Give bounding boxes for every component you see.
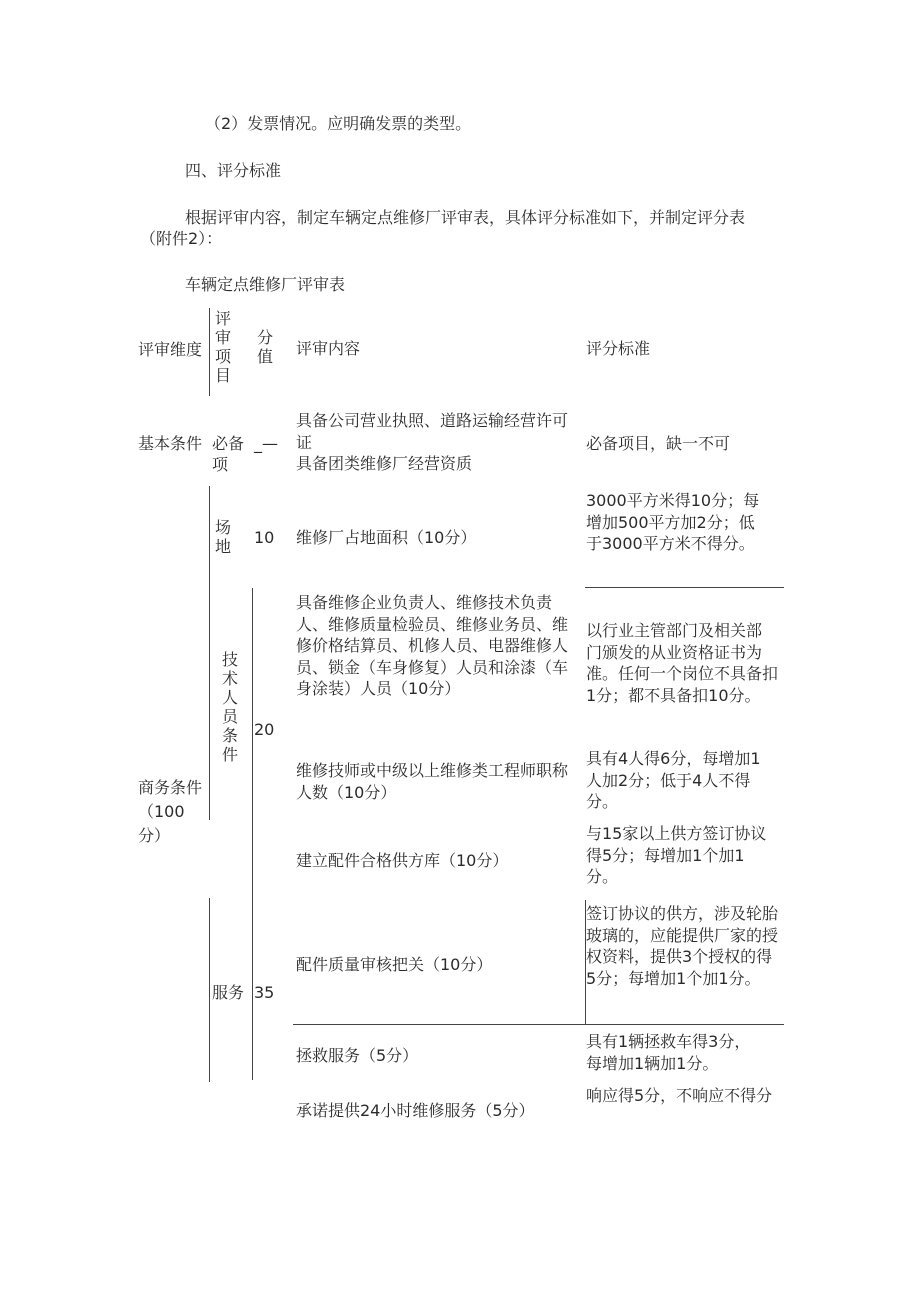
- service-row1-standard: 与15家以上供方签订协议 得5分；每增加1个加1 分。: [586, 824, 767, 886]
- basic-dimension: 基本条件: [138, 434, 203, 453]
- site-standard: 3000平方米得10分；每 增加500平方加2分；低 于3000平方米不得分。: [586, 491, 760, 553]
- intro-paragraph-line1: 根据评审内容，制定车辆定点维修厂评审表，具体评分标准如下，并制定评分表: [185, 208, 746, 227]
- basic-item: 必备项: [212, 434, 245, 474]
- score-column-line-lower: [252, 818, 253, 1080]
- header-content: 评审内容: [296, 339, 361, 358]
- basic-content: 具备公司营业执照、道路运输经营许可 证 具备团类维修厂经营资质: [296, 411, 569, 473]
- service-row4-content: 承诺提供24小时维修服务（5分）: [296, 1101, 535, 1120]
- header-standard: 评分标准: [586, 339, 651, 358]
- service-row-divider: [293, 1024, 784, 1025]
- service-score: 35: [254, 983, 275, 1002]
- service-row4-standard: 响应得5分，不响应不得分: [586, 1086, 773, 1105]
- basic-score: _—: [254, 434, 278, 453]
- service-row1-content: 建立配件合格供方库（10分）: [296, 851, 509, 870]
- service-row2-content: 配件质量审核把关（10分）: [296, 955, 493, 974]
- tech-score: 20: [254, 720, 275, 739]
- tech-row2-standard: 具有4人得6分，每增加1 人加2分；低于4人不得 分。: [586, 749, 761, 811]
- standard-row-divider: [585, 587, 784, 588]
- basic-standard: 必备项目，缺一不可: [586, 434, 731, 453]
- site-score: 10: [254, 528, 275, 547]
- business-dimension: 商务条件（100分）: [138, 778, 203, 845]
- service-row3-content: 拯救服务（5分）: [296, 1046, 419, 1065]
- site-item: 场地: [214, 518, 231, 556]
- tech-row1-content: 具备维修企业负责人、维修技术负责 人、维修质量检验员、维修业务员、维 修价格结算员、机修人员、电器维修人 员、锁金（车身修复）人员和涂漆（车 身涂装）人员（10分）: [296, 593, 569, 698]
- tech-row1-standard: 以行业主管部门及相关部 门颁发的从业资格证书为 准。任何一个岗位不具备扣 1分；都不具备扣10分。: [586, 621, 779, 705]
- item-column-line: [209, 486, 210, 820]
- site-content: 维修厂占地面积（10分）: [296, 528, 477, 547]
- score-column-line: [252, 588, 253, 820]
- section-heading: 四、评分标准: [185, 161, 282, 180]
- service-column-line: [209, 898, 210, 1082]
- header-item: 评审项目: [214, 309, 231, 385]
- header-dimension: 评审维度: [138, 340, 203, 359]
- service-item: 服务: [212, 983, 245, 1002]
- table-title: 车辆定点维修厂评审表: [185, 275, 346, 294]
- tech-row2-content: 维修技师或中级以上维修类工程师职称 人数（10分）: [296, 761, 569, 802]
- service-row3-standard: 具有1辆拯救车得3分， 每增加1辆加1分。: [586, 1032, 751, 1073]
- header-score: 分值: [256, 328, 273, 366]
- invoice-requirement-line: （2）发票情况。应明确发票的类型。: [205, 114, 472, 133]
- tech-item: 技术人员条件: [221, 650, 238, 764]
- header-divider-line: [209, 308, 210, 396]
- service-row2-standard: 签订协议的供方，涉及轮胎 玻璃的，应能提供厂家的授 权资料，提供3个授权的得 5分；每增加1个加1分。: [586, 904, 779, 988]
- intro-paragraph-line2: （附件2）：: [140, 229, 223, 248]
